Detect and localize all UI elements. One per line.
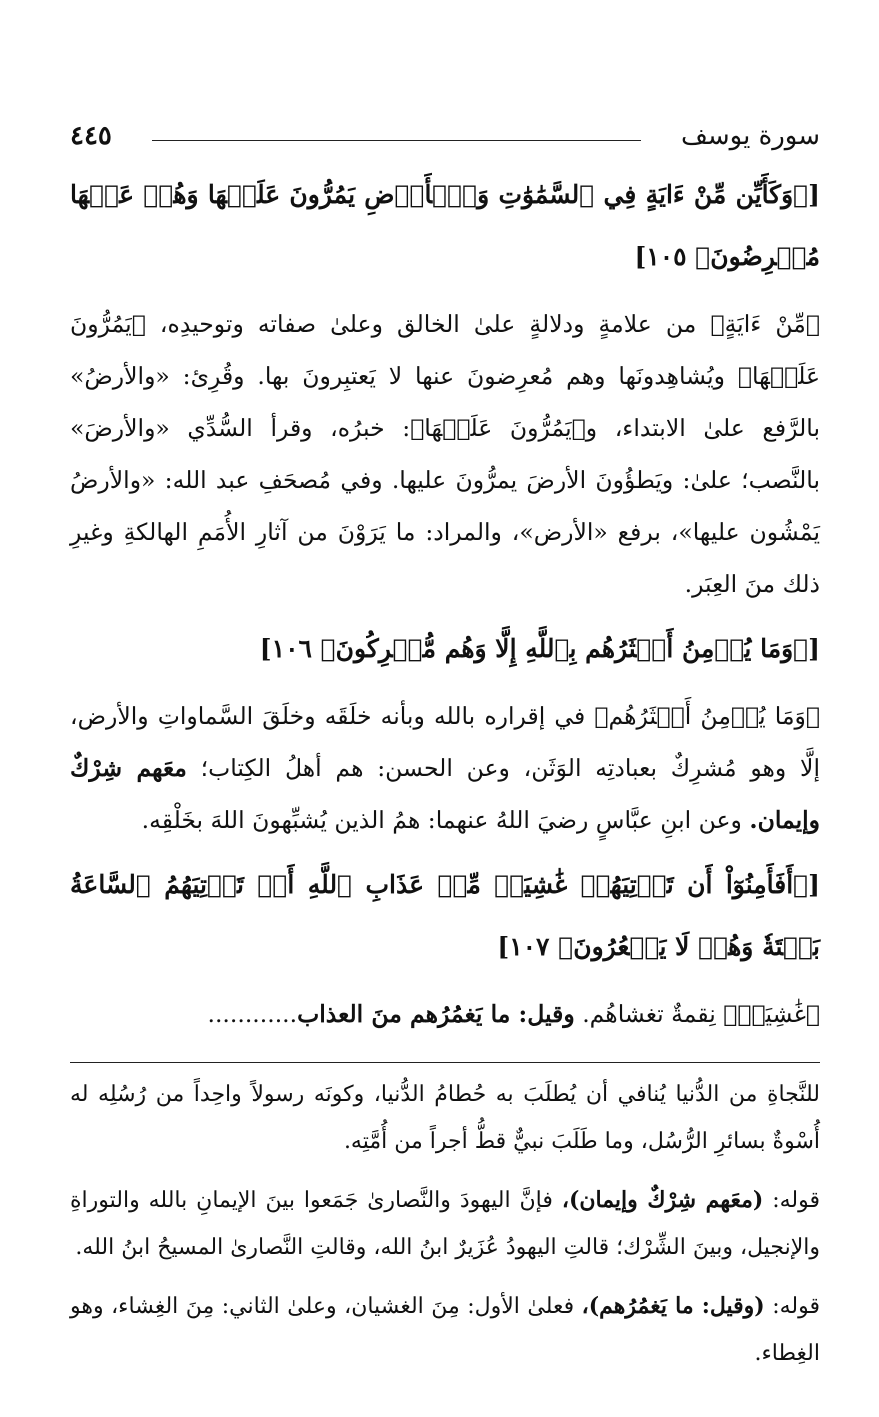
book-page [70, 112, 820, 1389]
verse-107: [﴿أَفَأَمِنُوٓاْ أَن تَأۡتِيَهُمۡ غَٰشِيَةٞ مِّنۡ عَذَابِ ٱللَّهِ أَوۡ تَأۡتِيَهُمُ ٱلسَّاعَةُ بَغۡتَةٗ وَهُمۡ لَا يَشۡعُرُونَ﴾ ١٠٧] [70, 870, 820, 961]
header-rule [152, 140, 641, 141]
footnote-3-bold: (وقيل: ما يَغمُرُهم)، [581, 1293, 765, 1319]
commentary-107-dots: ............ [207, 1000, 298, 1028]
footnote-2-text: فإنَّ اليهودَ والنَّصارىٰ جَمَعوا بينَ الإيمانِ بالله والتوراةِ والإنجيل، وبينَ الشِّرْك؛ قالتِ اليهودُ عُزَيرٌ ابنُ الله، وقالتِ النَّصارىٰ المسيحُ ابنُ الله. [70, 1188, 820, 1260]
verse-106: [﴿وَمَا يُؤۡمِنُ أَكۡثَرُهُم بِٱللَّهِ إِلَّا وَهُم مُّشۡرِكُونَ﴾ ١٠٦] [259, 634, 820, 663]
commentary-107-bold: وقيل: ما يَغمُرُهم منَ العذاب [297, 1000, 575, 1028]
page-number: ٤٤٥ [70, 121, 112, 151]
footnote-3 [70, 1283, 820, 1377]
commentary-106-bold: معَهم شِرْكٌ وإيمان. [70, 754, 820, 834]
footnote-2-lead: قوله: [772, 1188, 821, 1213]
footnote-3-lead: قوله: [772, 1294, 820, 1319]
footnote-1: للنَّجاةِ من الدُّنيا يُنافي أن يُطلَبَ به حُطامُ الدُّنيا، وكونَه رسولاً واحِداً من رُسُلِه له أُسْوةٌ بسائرِ الرُّسُل، وما طَلَبَ نبيٌّ قطُّ أجراً من أُمَّتِه. [70, 1082, 820, 1154]
commentary-106-text: ﴿وَمَا يُؤۡمِنُ أَكۡثَرُهُم﴾ في إقراره بالله وبأنه خلَقَه وخلَقَ السَّماواتِ والأرض، إلَّا وهو مُشرِكٌ بعبادتِه الوَثَن، وعن الحسن: هم أهلُ الكِتاب؛ [70, 702, 820, 782]
footnote-2-bold: (معَهم شِرْكٌ وإيمان)، [561, 1187, 764, 1213]
commentary-107 [70, 988, 820, 1040]
surah-title: سورة يوسف [680, 121, 820, 151]
commentary-107-text: ﴿غَٰشِيَةٞ﴾ نِقمةٌ تغشاهُم. [582, 1000, 820, 1028]
commentary-105: ﴿مِّنْ ءَايَةٍ﴾ من علامةٍ ودلالةٍ علىٰ الخالق وعلىٰ صفاته وتوحيدِه، ﴿يَمُرُّونَ عَلَيۡهَا﴾ ويُشاهِدونَها وهم مُعرِضونَ عنها لا يَعتبِرونَ بها. وقُرِئ: «والأرضُ» بالرَّفع علىٰ الابتداء، و﴿يَمُرُّونَ عَلَيۡهَا﴾: خبرُه، وقرأ السُّدِّي «والأرضَ» بالنَّصب؛ علىٰ: ويَطؤُونَ الأرضَ يمرُّونَ عليها. وفي مُصحَفِ عبد الله: «والأرضُ يَمْشُون عليها»، برفع «الأرض»، والمراد: ما يَرَوْنَ من آثارِ الأُمَمِ الهالكةِ وغيرِ ذلك منَ العِبَر. [70, 310, 820, 598]
footnote-3-text: فعلىٰ الأول: مِنَ الغشيان، وعلىٰ الثاني: مِنَ الغِشاء، وهو الغِطاء. [70, 1294, 820, 1366]
commentary-106-text-2: وعن ابنِ عبَّاسٍ رضيَ اللهُ عنهما: همُ الذين يُشبِّهونَ اللهَ بخَلْقِه. [141, 806, 742, 834]
verse-105: [﴿وَكَأَيِّن مِّنْ ءَايَةٍ فِي ٱلسَّمَٰوَٰتِ وَٱلۡأَرۡضِ يَمُرُّونَ عَلَيۡهَا وَهُمۡ عَنۡهَا مُعۡرِضُونَ﴾ ١٠٥] [70, 180, 820, 271]
footnote-separator [70, 1062, 820, 1063]
footnote-2 [70, 1177, 820, 1271]
page-header [70, 112, 820, 160]
commentary-106 [70, 690, 820, 846]
